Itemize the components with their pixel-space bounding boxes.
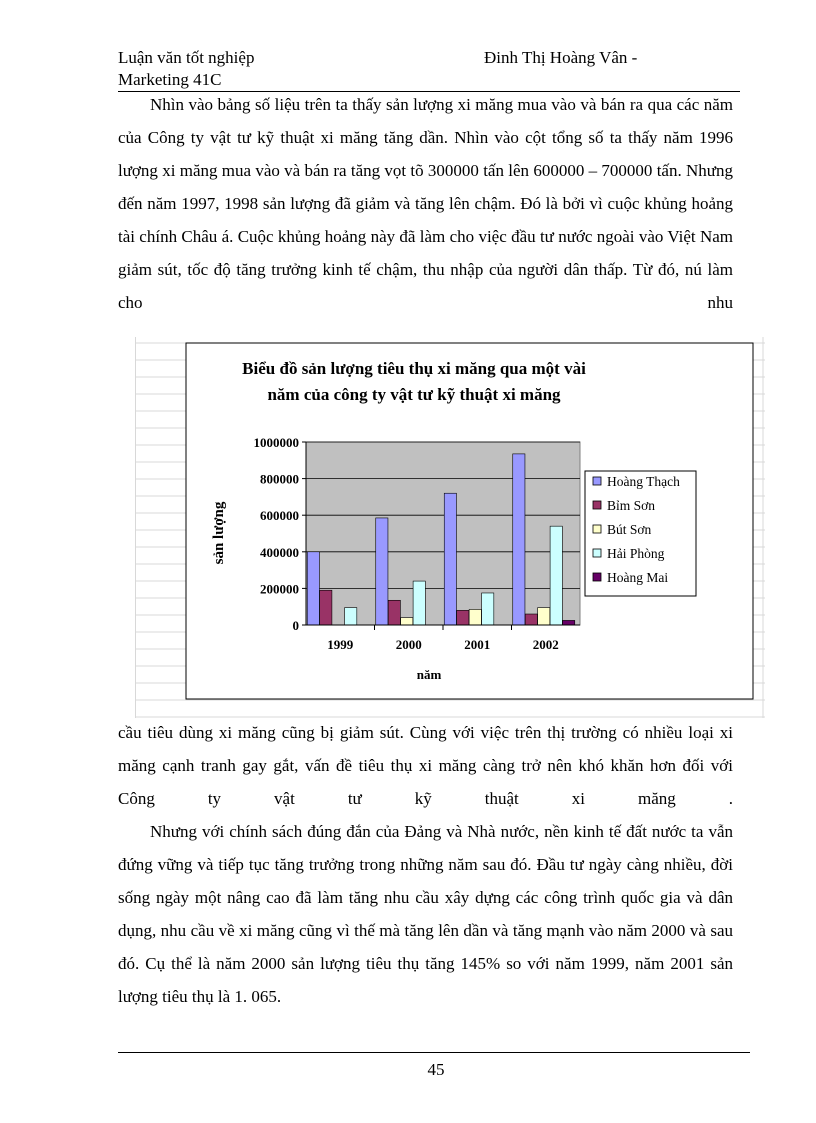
bar — [307, 552, 319, 625]
legend-swatch — [593, 525, 601, 533]
paragraph-3: Nhưng với chính sách đúng đắn của Đảng và Nhà nước, nền kinh tế đất nước ta vẫn đứng vững và tiếp tục tăng trưởng trong những năm sau đó. Đầu tư ngày càng nhiều, đời sống ngày một nâng cao đã làm tăng nhu cầu xây dựng các công trình quốc gia và dân dụng, nhu cầu về xi măng cũng vì thế mà tăng lên dần và tăng mạnh vào năm 2000 và sau đó. Cụ thể là năm 2000 sản lượng tiêu thụ tăng 145% so với năm 1999, năm 2001 sản lượng tiêu thụ là 1. 065. — [118, 822, 733, 1006]
legend-swatch — [593, 549, 601, 557]
bar — [525, 614, 537, 625]
y-tick-label: 400000 — [260, 544, 299, 560]
paragraph-2: cầu tiêu dùng xi măng cũng bị giảm sút. Cùng với việc trên thị trường có nhiều loại xi măng cạnh tranh gay gắt, vấn đề tiêu thụ xi măng càng trở nên khó khăn hơn đối với Công ty vật tư kỹ thuật xi măng . — [118, 723, 733, 808]
y-tick-label: 0 — [292, 618, 299, 633]
legend-label: Hoàng Mai — [607, 570, 669, 585]
y-tick-label: 800000 — [260, 471, 299, 487]
bar — [376, 518, 388, 625]
bar — [444, 493, 456, 625]
bar — [538, 608, 550, 625]
legend-label: Hoàng Thạch — [607, 474, 680, 489]
footer-rule — [118, 1052, 750, 1053]
y-tick-label: 1000000 — [253, 435, 299, 450]
chart-title-line2: năm của công ty vật tư kỹ thuật xi măng — [267, 385, 561, 404]
bar — [401, 618, 413, 625]
bar — [413, 581, 425, 625]
plot-area — [306, 442, 580, 625]
header-left-subtitle: Marketing 41C — [118, 70, 222, 89]
page-number: 45 — [427, 1060, 445, 1079]
bar — [550, 526, 562, 625]
chart-figure — [135, 337, 765, 718]
y-tick-label: 200000 — [260, 581, 299, 597]
legend-swatch — [593, 573, 601, 581]
bar — [469, 609, 481, 625]
legend-swatch — [593, 501, 601, 509]
legend-swatch — [593, 477, 601, 485]
legend-label: Bỉm Sơn — [607, 498, 656, 513]
legend-label: Hải Phòng — [607, 546, 665, 561]
paragraph-1: Nhìn vào bảng số liệu trên ta thấy sản lượng xi măng mua vào và bán ra qua các năm của Công ty vật tư kỹ thuật xi măng tăng dần. Nhìn vào cột tổng số ta thấy năm 1996 lượng xi măng mua vào và bán ra tăng vọt tõ 300000 tấn lên 600000 – 700000 tấn. Nhưng đến năm 1997, 1998 sản lượng đã giảm và tăng lên chậm. Đó là bởi vì cuộc khủng hoảng tài chính Châu á. Cuộc khủng hoảng này đã làm cho việc đầu tư nước ngoài vào Việt Nam giảm sút, tốc độ tăng trưởng kinh tế chậm, thu nhập của người dân thấp. Từ đó, nú làm cho nhu — [118, 95, 733, 312]
x-tick-label: 1999 — [327, 637, 354, 652]
legend-label: Bút Sơn — [607, 522, 652, 537]
bar — [482, 593, 494, 625]
bar — [563, 620, 575, 625]
header-left-title: Luận văn tốt nghiệp — [118, 48, 255, 67]
chart-title-line1: Biểu đồ sản lượng tiêu thụ xi măng qua một vài — [242, 359, 586, 378]
y-axis-label: sản lượng — [211, 501, 227, 565]
x-tick-label: 2002 — [532, 637, 559, 652]
bar — [457, 610, 469, 625]
x-axis-label: năm — [416, 667, 442, 682]
bar — [320, 590, 332, 625]
header-author: Đinh Thị Hoàng Vân - — [484, 48, 638, 67]
chart-svg — [135, 337, 765, 718]
bar — [388, 600, 400, 625]
bar — [513, 454, 525, 625]
y-tick-label: 600000 — [260, 508, 299, 524]
x-tick-label: 2000 — [395, 637, 422, 652]
bar — [345, 608, 357, 625]
x-tick-label: 2001 — [464, 637, 491, 652]
